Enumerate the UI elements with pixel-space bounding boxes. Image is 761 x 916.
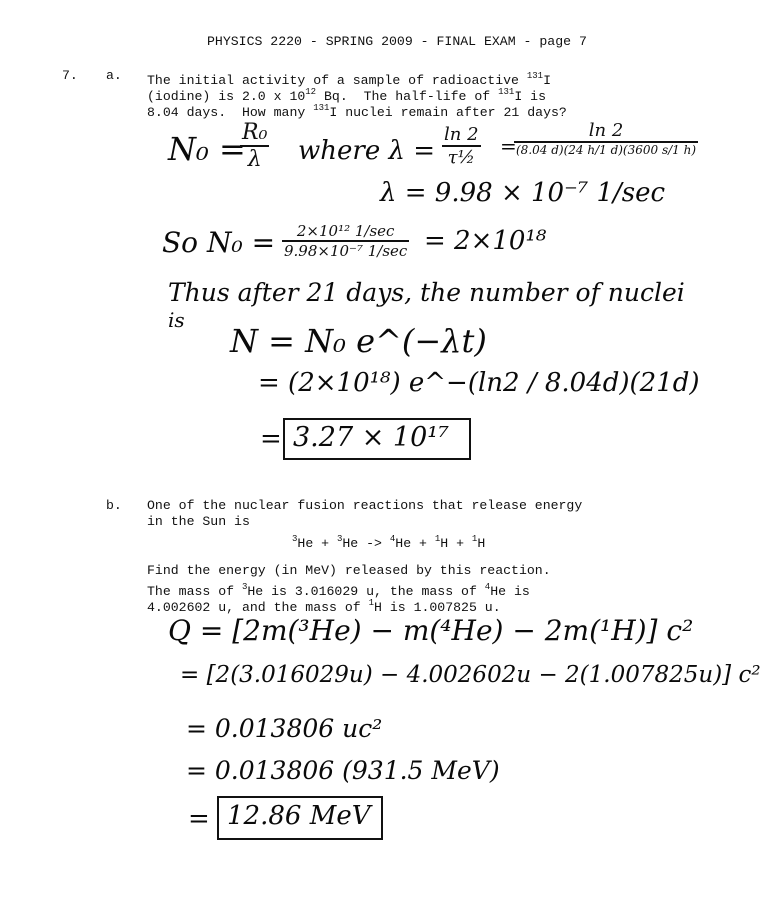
so-numerator: 2×10¹² 1/sec [282,222,409,242]
part-a-line-2: (iodine) is 2.0 x $10^{12}$ Bq. The half-life of $^{131}$I is [147,87,546,104]
lambda-fraction-1 [442,124,481,168]
so-denominator: 9.98×10⁻⁷ 1/sec [284,242,408,260]
answer-b-equals: = [188,804,210,834]
part-b-line-1: One of the nuclear fusion reactions that release energy [147,498,583,513]
answer-b: 12.86 MeV [227,801,371,831]
answer-b-box [217,796,383,840]
answer-a-equals: = [260,424,282,454]
answer-a-box [283,418,471,460]
thus-line-2: is [168,308,185,332]
part-a-line-1: The initial activity of a sample of radioactive $^{131}$I [147,71,551,88]
lambda-num-1: ln 2 [444,124,479,145]
part-a-line-3: 8.04 days. How many $^{131}$I nuclei remain after 21 days? [147,103,567,120]
q-equation-1: Q = [2m(³He) − m(⁴He) − 2m(¹H)] c² [168,614,694,647]
lambda-den-1: τ½ [447,147,475,168]
q-equation-4: = 0.013806 (931.5 MeV) [186,756,500,785]
answer-a: 3.27 × 10¹⁷ [293,422,449,453]
decay-equation: N = N₀ e^(−λt) [230,322,487,360]
q-equation-3: = 0.013806 uc² [186,714,383,743]
n0-numerator: R₀ [242,120,268,145]
part-b-line-2: in the Sun is [147,514,250,529]
substitution: = (2×10¹⁸) e^−(ln2 / 8.04d)(21d) [258,368,700,398]
lambda-value: λ = 9.98 × 10⁻⁷ 1/sec [380,178,666,208]
problem-number: 7. [62,68,78,83]
find-energy-line: Find the energy (in MeV) released by this reaction. [147,563,551,578]
so-fraction [282,222,409,260]
part-b-label: b. [106,498,122,513]
lambda-num-2: ln 2 [514,120,698,143]
lambda-den-2: (8.04 d)(24 h/1 d)(3600 s/1 h) [516,143,697,157]
equals-sign: = [500,134,517,158]
n0-fraction [240,120,269,172]
so-result: = 2×10¹⁸ [424,226,547,256]
q-equation-2: = [2(3.016029u) − 4.002602u − 2(1.007825u)] c² [180,662,761,688]
page-header: PHYSICS 2220 - SPRING 2009 - FINAL EXAM - page 7 [207,34,587,49]
n0-denominator: λ [247,147,262,172]
n0-lhs: N₀ = [168,130,246,168]
fusion-reaction: $^3$He + $^3$He -> $^4$He + $^1$H + $^1$H [292,534,486,551]
thus-line-1: Thus after 21 days, the number of nuclei [168,278,685,307]
part-a-label: a. [106,68,122,83]
mass-line-2: 4.002602 u, and the mass of $^1$H is 1.007825 u. [147,598,501,615]
mass-line-1: The mass of $^3$He is 3.016029 u, the mass of $^4$He is [147,582,530,599]
so-n0: So N₀ = [162,226,276,259]
lambda-fraction-2 [514,120,698,157]
where-lambda: where λ = [298,136,435,166]
